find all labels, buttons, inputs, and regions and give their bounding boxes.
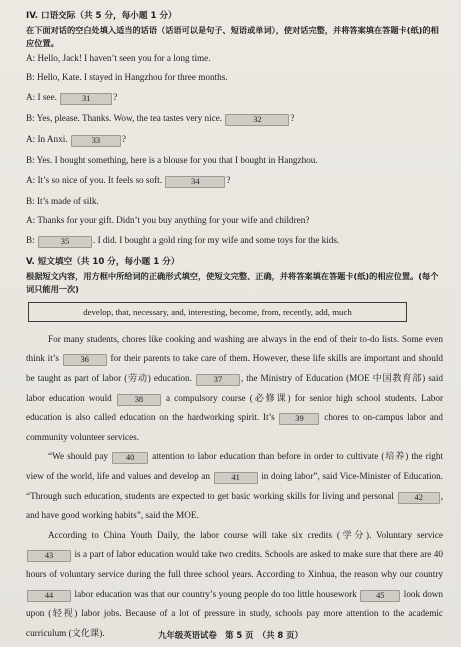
passage-paragraph-2: “We should pay 40 attention to labor education than before in order to cultivate (培养) the right view of the world, life and values and develop an 41 in doing labor”, said Vice-Minister of Education. “Through such education, students are expected to get basic working skills for living and personal 42 , and have good working habits”, said the MOE. (26, 451, 444, 521)
line-text: A: Thanks for your gift. Didn’t you buy anything for your wife and children? (26, 215, 310, 226)
answer-blank-40[interactable]: 40 (112, 452, 148, 464)
answer-blank-34[interactable]: 34 (165, 176, 225, 188)
line-text: B: Hello, Kate. I stayed in Hangzhou for three months. (26, 72, 228, 83)
answer-blank-45[interactable]: 45 (360, 590, 400, 602)
dialogue-line (26, 196, 443, 207)
dialogue-line (26, 155, 443, 166)
dialogue-line (26, 53, 443, 64)
section-iv-instruction: 在下面对话的空白处填入适当的话语（话语可以是句子、短语或单词），使对话完整，并将答案填在答题卡(纸)的相应位置。 (26, 25, 439, 48)
dialogue-line (26, 92, 443, 105)
section-iv-heading: IV. 口语交际（共 5 分，每小题 1 分） (26, 11, 177, 21)
answer-blank-43[interactable]: 43 (27, 550, 71, 562)
page-footer: 九年级英语试卷 第 5 页 （共 8 页） (158, 630, 303, 640)
answer-blank-39[interactable]: 39 (279, 413, 319, 425)
section-v (26, 256, 443, 644)
word-box: develop, that, necessary, and, interesting, become, from, recently, add, much (28, 302, 407, 322)
line-text: A: It’s so nice of you. It feels so soft. (26, 174, 165, 185)
answer-blank-31[interactable]: 31 (60, 93, 112, 105)
dialogue (26, 53, 443, 248)
answer-blank-33[interactable]: 33 (71, 135, 121, 147)
line-text: . I did. I bought a gold ring for my wife and some toys for the kids. (92, 234, 340, 245)
dialogue-line (26, 113, 443, 126)
line-text: B: Yes. I bought something, here is a blouse for you that I bought in Hangzhou. (26, 155, 318, 166)
answer-blank-41[interactable]: 41 (214, 472, 258, 484)
section-v-instruction: 根据短文内容，用方框中所给词的正确形式填空，使短文完整、正确，并将答案填在答题卡(纸)的相应位置。(每个词只能用一次) (26, 270, 439, 294)
line-text: ? (226, 174, 231, 185)
section-v-heading: V. 短文填空（共 10 分，每小题 1 分） (26, 256, 180, 267)
answer-blank-44[interactable]: 44 (27, 590, 71, 602)
section-iv (26, 10, 443, 248)
line-text: ? (290, 112, 295, 123)
line-text: B: (26, 234, 37, 245)
line-text: A: Hello, Jack! I haven’t seen you for a long time. (26, 53, 211, 63)
line-text: ? (121, 134, 126, 145)
dialogue-line (26, 175, 443, 188)
answer-blank-36[interactable]: 36 (63, 354, 107, 366)
line-text: B: Yes, please. Thanks. Wow, the tea tastes very nice. (26, 112, 225, 123)
line-text: B: It’s made of silk. (26, 195, 99, 206)
answer-blank-37[interactable]: 37 (196, 374, 240, 386)
passage-paragraph-3: According to China Youth Daily, the labor course will take six credits (学分). Voluntary service 43 is a part of labor education would take two credits. Schools are asked to make sure that there are 40 hours of voluntary service during the full three school years. According to Xinhua, the reason why our country 44 labor education was that our country’s young people do too little housework 45 look down upon (轻视) labor jobs. Because of a lot of pressure in study, schools pay more attention to the academic curriculum (文化课). (26, 529, 444, 638)
dialogue-line (26, 72, 443, 83)
dialogue-line (26, 215, 443, 226)
line-text: ? (113, 91, 118, 102)
answer-blank-42[interactable]: 42 (398, 492, 440, 504)
answer-blank-32[interactable]: 32 (225, 114, 289, 126)
line-text: A: I see. (26, 91, 60, 102)
passage-paragraph-1: For many students, chores like cooking and washing are always in the end of their to-do lists. Some even think it’s 36 for their parents to take care of them. However, these life skills are important and should be taught as part of labor (劳动) education. 37 , the Ministry of Education (MOE 中国教育部) said labor education would 38 a compulsory course (必修课) for senior high school students. Labor education is also called education on the hardworking spirit. It’s 39 chores to on-campus labor and community volunteer services. (26, 333, 444, 442)
answer-blank-38[interactable]: 38 (117, 394, 161, 406)
dialogue-line (26, 134, 443, 147)
answer-blank-35[interactable]: 35 (38, 236, 92, 248)
line-text: A: In Anxi. (26, 134, 70, 145)
dialogue-line (26, 235, 443, 248)
